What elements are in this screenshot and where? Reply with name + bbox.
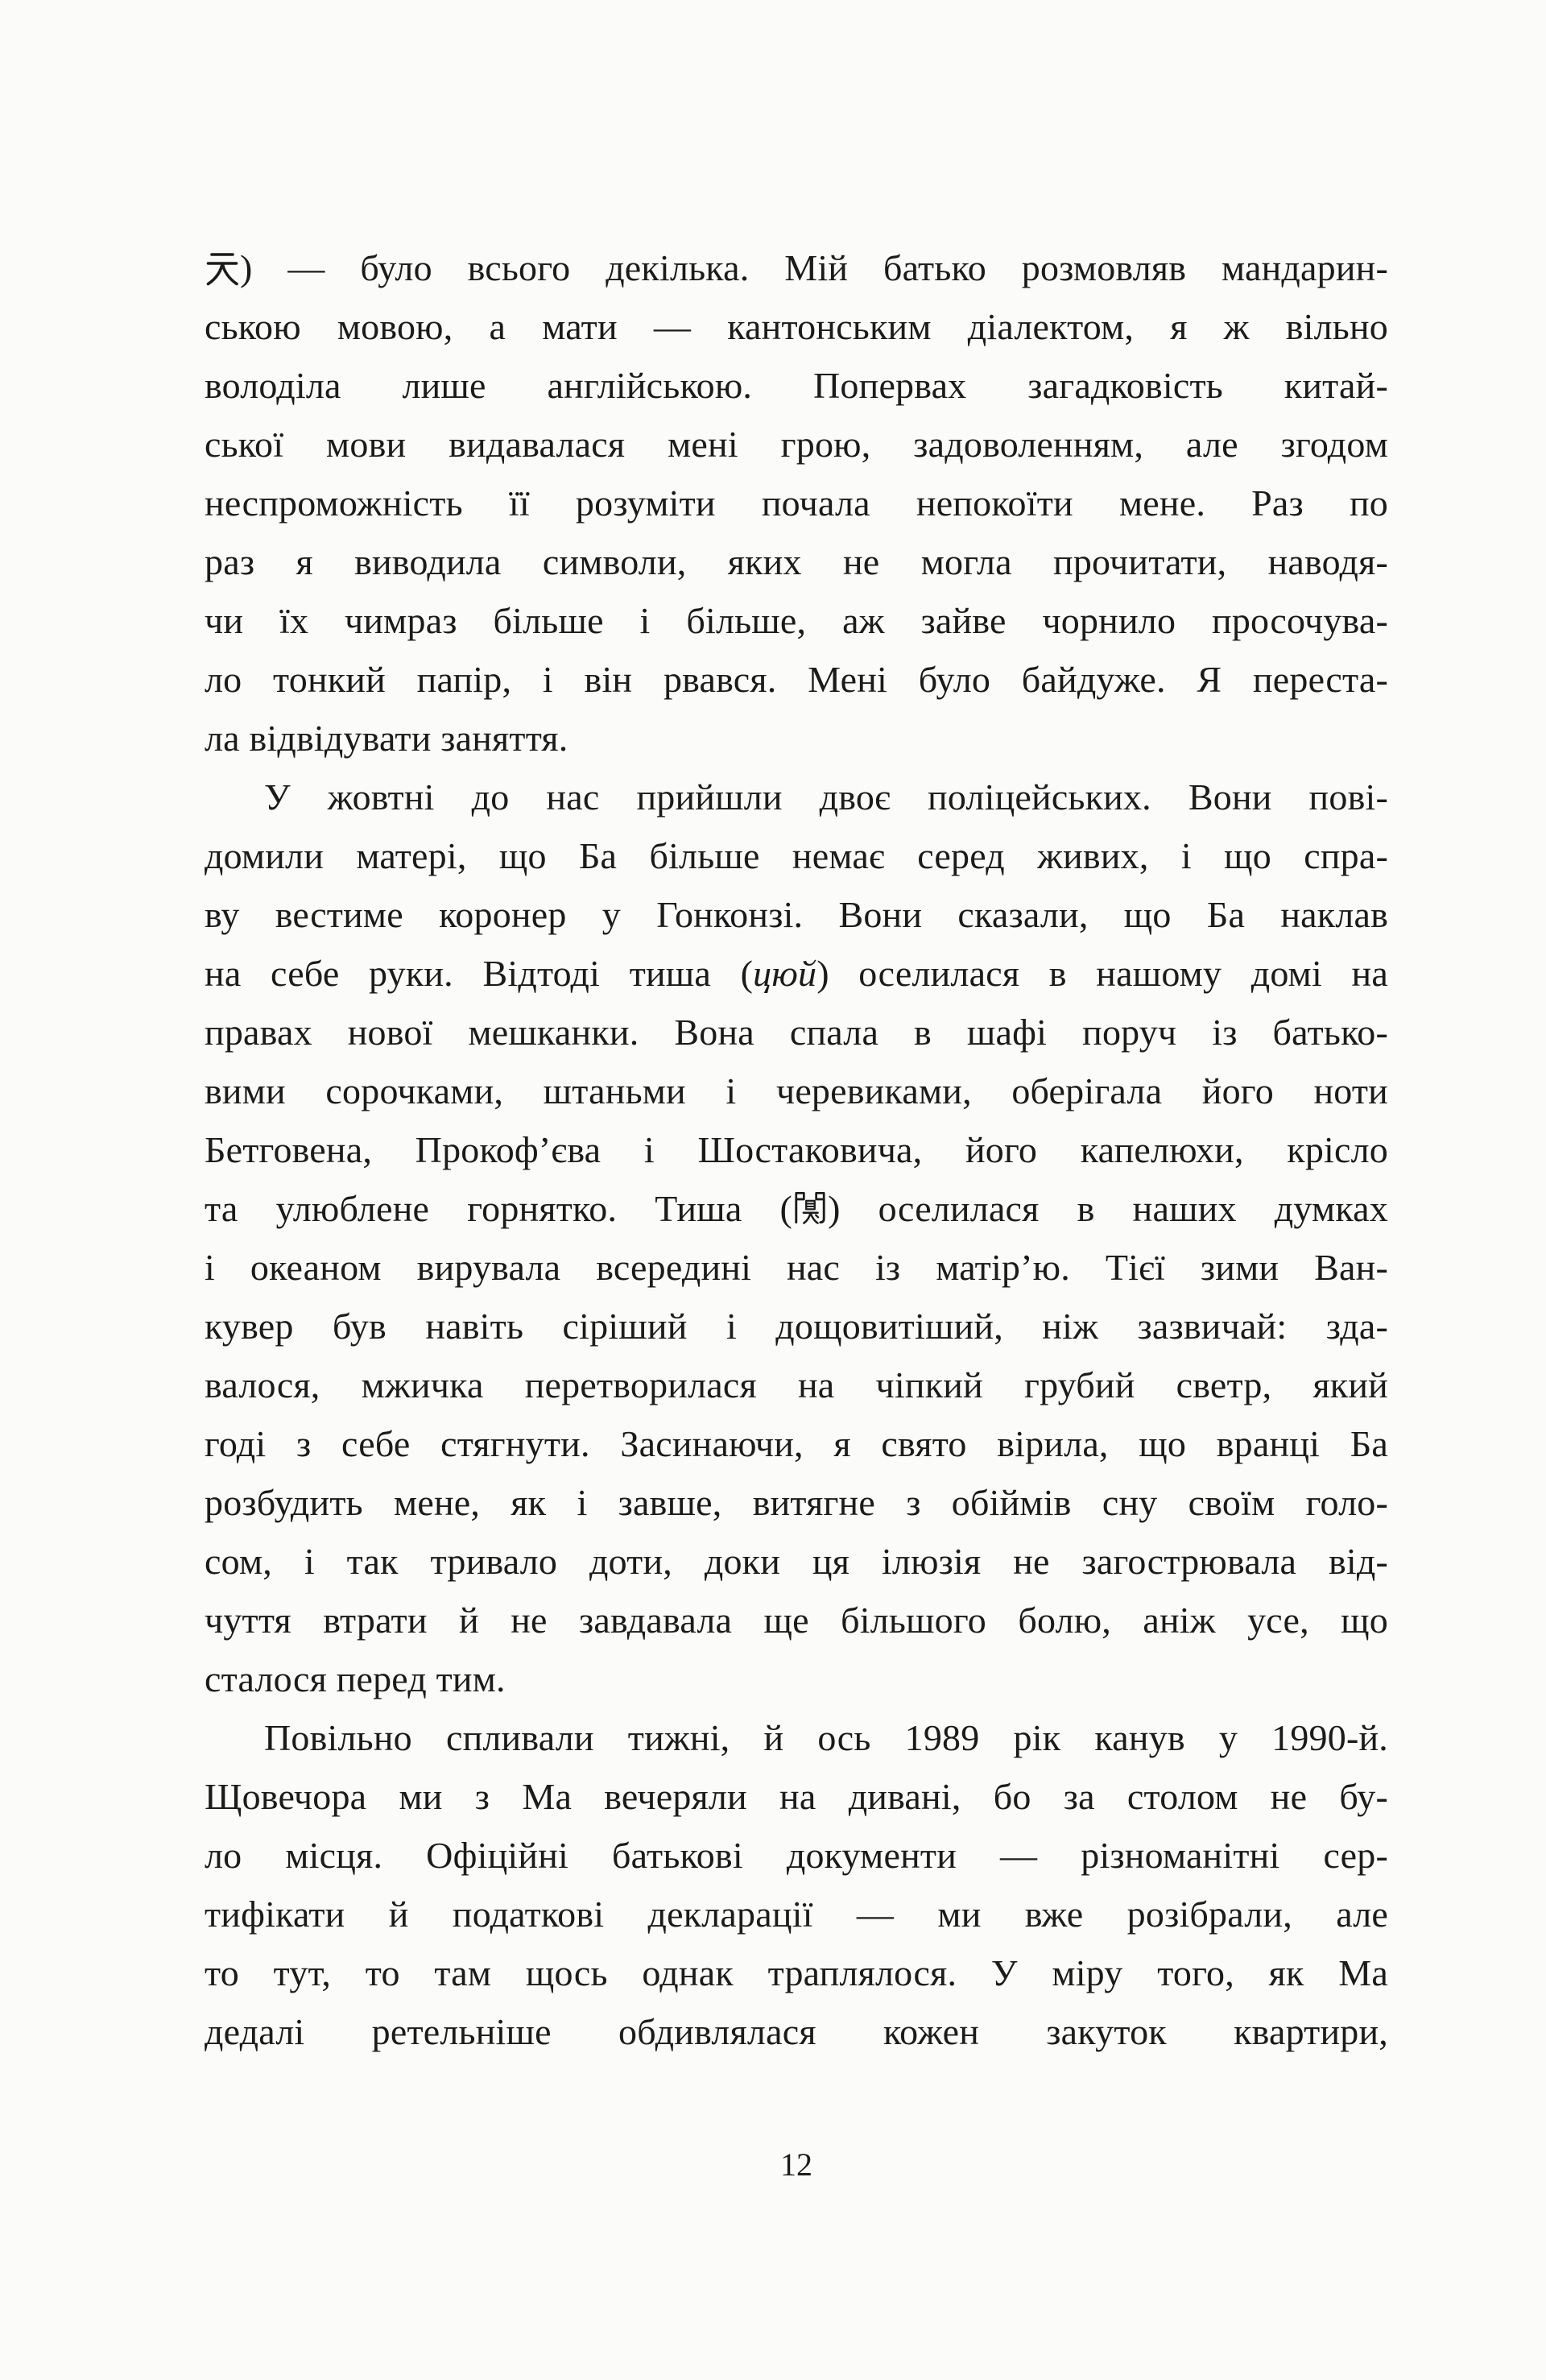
text-line: чи їх чимраз більше і більше, аж зайве чорнило просочува- — [205, 600, 1388, 641]
text-line: Бетговена, Прокоф’єва і Шостаковича, його капелюхи, крісло — [205, 1129, 1388, 1170]
text-line: неспроможність її розуміти почала непокоїти мене. Раз по — [205, 482, 1388, 524]
text-line: сталося перед тим. — [205, 1658, 506, 1699]
text-line: і океаном вирувала всередині нас із матір’ю. Тієї зими Ван- — [205, 1247, 1388, 1288]
text-line: сом, і так тривало доти, доки ця ілюзія не загострювала від- — [205, 1541, 1388, 1582]
text-line: ської мови видавалася мені грою, задоволенням, але згодом — [205, 424, 1388, 465]
line-text: на себе руки. Відтоді тиша ( — [205, 953, 754, 994]
text-line: кувер був навіть сіріший і дощовитіший, ніж зазвичай: зда- — [205, 1306, 1388, 1347]
line-text: ) — було всього декілька. Мій батько розмовляв мандарин- — [240, 247, 1388, 288]
text-line: володіла лише англійською. Попервах загадковість китай- — [205, 365, 1388, 406]
line-text: ) оселилася в наших думках — [828, 1188, 1388, 1229]
text-line: ву вестиме коронер у Гонконзі. Вони сказали, що Ба наклав — [205, 894, 1388, 935]
text-line: ло місця. Офіційні батькові документи — різноманітні сер- — [205, 1835, 1388, 1876]
text-line — [205, 1179, 1388, 1238]
text-line: то тут, то там щось однак траплялося. У міру того, як Ма — [205, 1952, 1388, 1993]
page-number: 12 — [780, 2146, 812, 2183]
text-line: Щовечора ми з Ма вечеряли на дивані, бо за столом не бу- — [205, 1776, 1388, 1817]
text-line — [205, 238, 1388, 297]
text-line: раз я виводила символи, яких не могла прочитати, наводя- — [205, 541, 1388, 582]
text-line: вими сорочками, штаньми і черевиками, оберігала його ноти — [205, 1070, 1388, 1111]
body-text — [205, 238, 1388, 2061]
text-line: тифікати й податкові декларації — ми вже розібрали, але — [205, 1894, 1388, 1935]
text-line paragraph-start: У жовтні до нас прийшли двоє поліцейських. Вони пові- — [264, 776, 1388, 817]
text-line: домили матері, що Ба більше немає серед живих, і що спра- — [205, 835, 1388, 876]
text-line: дедалі ретельніше обдивлялася кожен закуток квартири, — [205, 2011, 1388, 2052]
text-line — [205, 944, 1388, 1003]
text-line: ла відвідувати заняття. — [205, 718, 568, 759]
text-line paragraph-start: Повільно спливали тижні, й ось 1989 рік канув у 1990-й. — [264, 1717, 1388, 1758]
text-line: розбудить мене, як і завше, витягне з обіймів сну своїм голо- — [205, 1482, 1388, 1523]
hanzi-tian-icon — [205, 248, 240, 286]
text-line: чуття втрати й не завдавала ще більшого болю, аніж усе, що — [205, 1600, 1388, 1641]
text-line: годі з себе стягнути. Засинаючи, я свято вірила, що вранці Ба — [205, 1423, 1388, 1464]
text-line: ською мовою, а мати — кантонським діалектом, я ж вільно — [205, 306, 1388, 347]
line-text: та улюблене горнятко. Тиша ( — [205, 1188, 793, 1229]
text-line: валося, мжичка перетворилася на чіпкий грубий светр, який — [205, 1364, 1388, 1405]
text-line: ло тонкий папір, і він рвався. Мені було байдуже. Я переста- — [205, 659, 1388, 700]
line-text: ) оселилася в нашому домі на — [816, 953, 1388, 994]
hanzi-qu-icon — [792, 1189, 828, 1227]
transliteration-emphasis: цюй — [753, 953, 817, 994]
text-line: правах нової мешканки. Вона спала в шафі поруч із батько- — [205, 1012, 1388, 1053]
